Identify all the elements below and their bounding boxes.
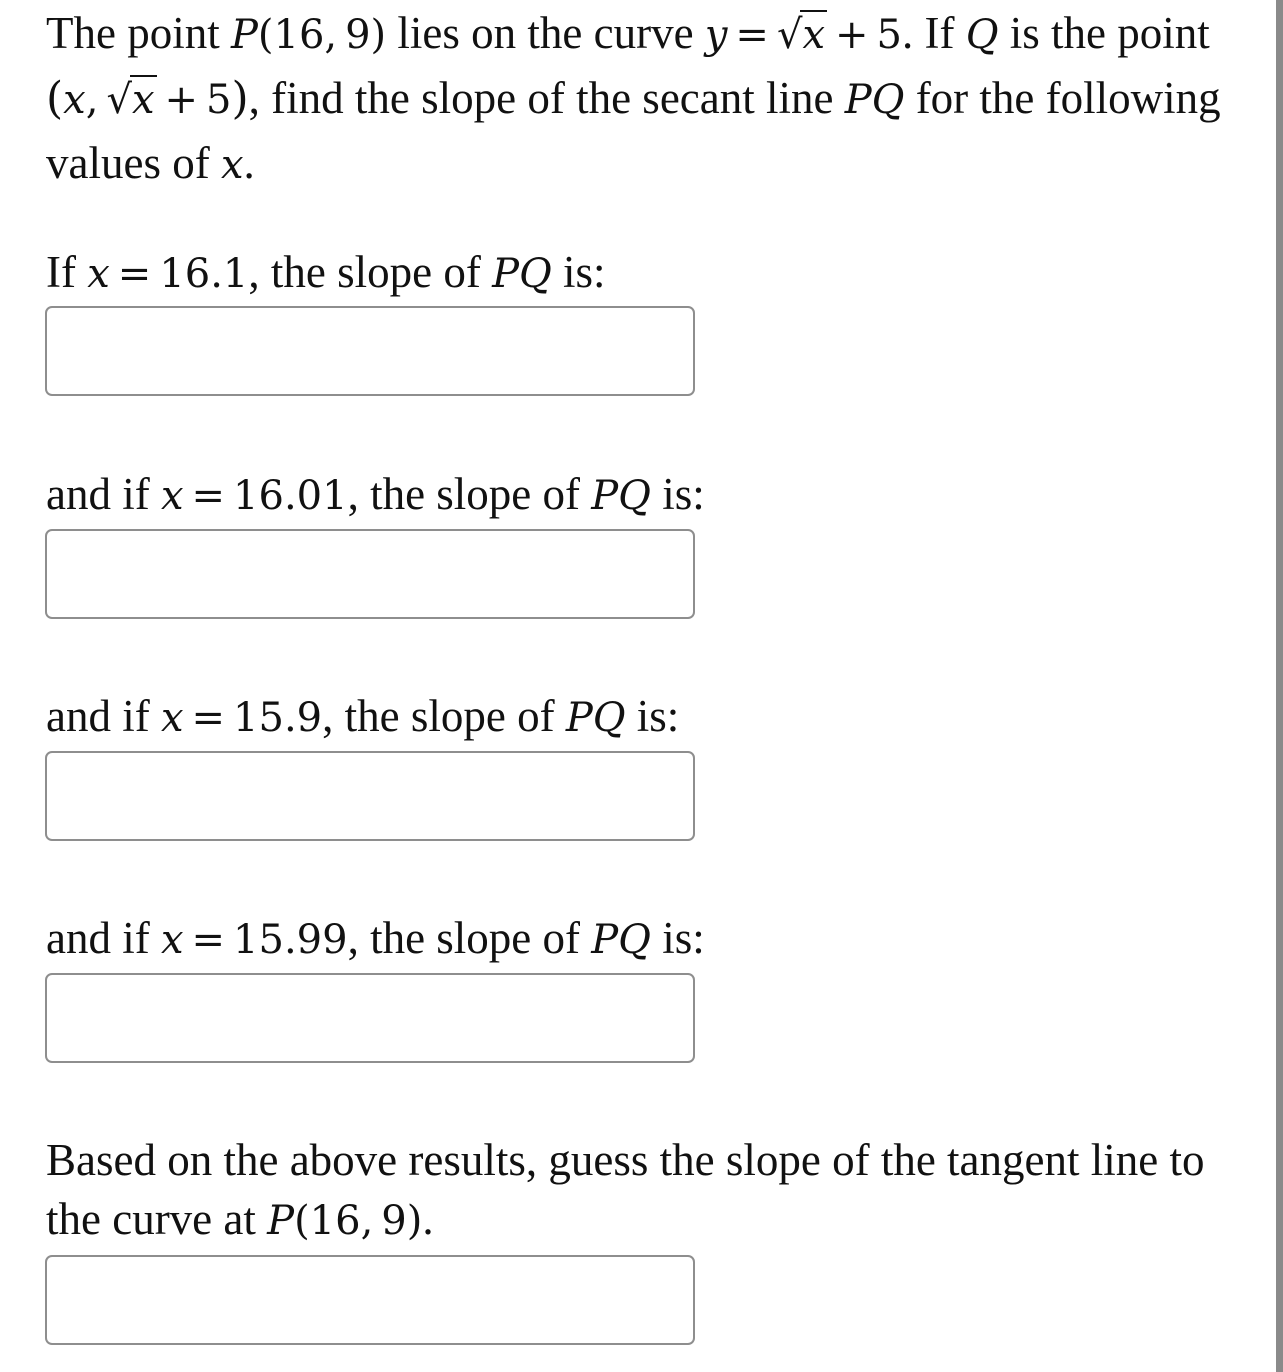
math-sqrt-x: √x bbox=[776, 12, 825, 58]
math-equals: = bbox=[735, 12, 769, 58]
question-3-label: and if x = 15.9, the slope of PQ is: bbox=[46, 691, 680, 741]
answer-input-tangent-slope[interactable] bbox=[45, 1255, 695, 1345]
answer-input-3[interactable] bbox=[45, 751, 695, 841]
math-five: 5 bbox=[876, 12, 902, 58]
question-1-label: If x = 16.1, the slope of PQ is: bbox=[46, 247, 606, 297]
right-border-bar bbox=[1276, 0, 1283, 1372]
question-4-x-value: 15.99 bbox=[233, 917, 348, 963]
math-sqrt-x-2: √x bbox=[106, 77, 155, 123]
intro-text-6: for the following values of bbox=[46, 73, 1221, 188]
intro-text-2: lies on the curve bbox=[397, 8, 694, 58]
answer-input-4[interactable] bbox=[45, 973, 695, 1063]
math-x: x bbox=[63, 77, 86, 123]
intro-end: . bbox=[243, 138, 255, 188]
math-q: Q bbox=[965, 12, 999, 58]
question-2-label: and if x = 16.01, the slope of PQ is: bbox=[46, 469, 705, 519]
math-y: y bbox=[704, 12, 728, 58]
answer-input-2[interactable] bbox=[45, 529, 695, 619]
math-point-q: ( bbox=[46, 73, 64, 124]
intro-text-1: The point bbox=[46, 8, 220, 58]
answer-input-1[interactable] bbox=[45, 306, 695, 396]
math-point-p: P bbox=[230, 12, 258, 58]
intro-text-3: . If bbox=[901, 8, 955, 58]
problem-statement: The point P(16, 9) lies on the curve y = √x + 5. If Q is the point (x, √x + 5), find the slope of the secant line PQ for the following values of x. bbox=[46, 0, 1246, 197]
question-2-x-value: 16.01 bbox=[233, 473, 348, 519]
math-x-var: x bbox=[220, 142, 244, 188]
problem-statement-container bbox=[46, 0, 1246, 197]
math-plus: + bbox=[835, 12, 869, 58]
tangent-question: Based on the above results, guess the slope of the tangent line to the curve at P(16, 9). bbox=[46, 1135, 1205, 1244]
math-point-p-coords: (16, 9) bbox=[257, 12, 387, 58]
intro-text-5: , find the slope of the secant line bbox=[248, 73, 834, 123]
question-4-label: and if x = 15.99, the slope of PQ is: bbox=[46, 913, 705, 963]
question-1-x-value: 16.1 bbox=[159, 251, 249, 297]
tangent-point-coords: (16, 9) bbox=[294, 1198, 423, 1244]
math-pq: PQ bbox=[844, 77, 905, 123]
intro-text-4: is the point bbox=[1009, 8, 1210, 58]
question-3-x-value: 15.9 bbox=[233, 695, 323, 741]
tangent-question-text: Based on the above results, guess the slope of the tangent line to the curve at bbox=[46, 1135, 1205, 1244]
